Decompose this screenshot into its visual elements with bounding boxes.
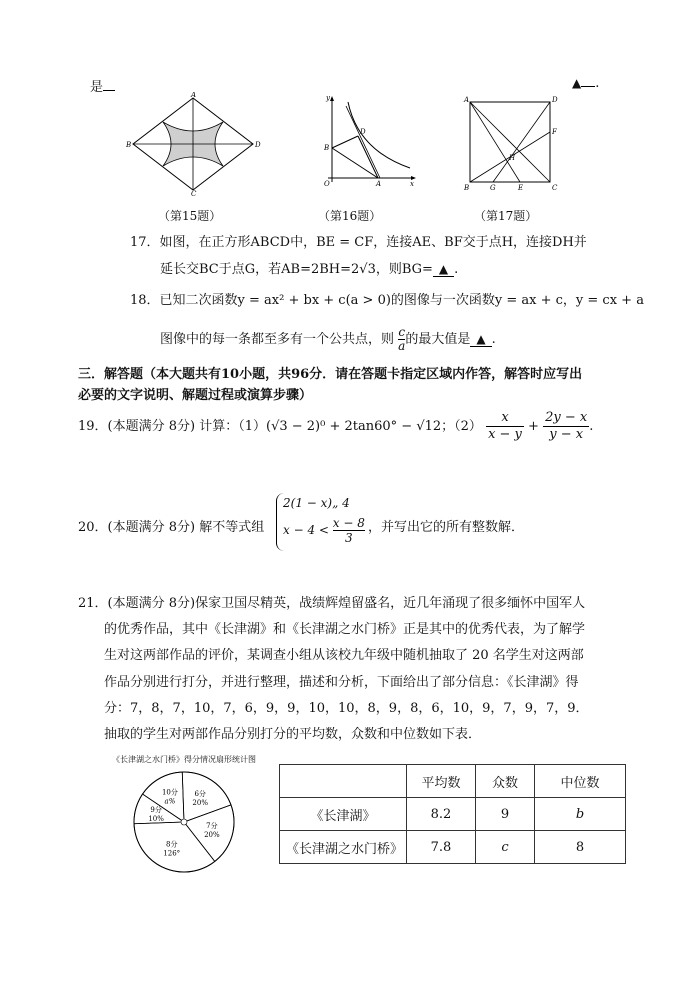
section3-line1: 三．解答题（本大题共有10小题，共96分．请在答题卡指定区域内作答，解答时应写出: [78, 367, 583, 382]
table-header-row: [280, 765, 626, 798]
figure-16: [318, 92, 418, 192]
q19-label: 19．(本题满分 8分) 计算：（1）: [78, 419, 266, 434]
fig15-label-A: A: [191, 92, 197, 99]
q17-line2: [160, 258, 458, 277]
q16-prefix: 是: [90, 80, 104, 95]
fig17-label-C: C: [552, 184, 558, 192]
pie-slice-value: 10%: [148, 815, 164, 824]
chart-title: 《长津湖之水门桥》得分情况扇形统计图: [112, 755, 256, 764]
fig17-label-H: H: [509, 154, 516, 162]
fig17-caption: （第17题）: [474, 209, 538, 223]
q21-line2: 的优秀作品，其中《长津湖》和《长津湖之水门桥》正是其中的优秀代表，为了解学: [104, 622, 586, 637]
pie-slice-label: 6分: [194, 789, 206, 798]
fig17-label-F: F: [552, 128, 557, 136]
q21-line6: 抽取的学生对两部作品分别打分的平均数，众数和中位数如下表．: [104, 727, 482, 742]
q17-line2-text: 延长交BC于点G，若AB=2BH=2√3，则BG=: [160, 262, 433, 277]
q18-line1: 18．已知二次函数y = ax² + bx + c(a > 0)的图像与一次函数y = ax + c，y = cx + a: [130, 293, 644, 308]
q19-f2-den: y − x: [549, 427, 584, 442]
fig16-label-O: O: [324, 180, 330, 188]
q19-f2-num: 2y − x: [545, 410, 588, 425]
table-cell: 《长津湖之水门桥》: [280, 831, 407, 864]
fig16-label-D: D: [360, 128, 366, 136]
q20-system: [276, 493, 373, 551]
pie-slice-label: 9分: [150, 806, 162, 815]
figure-17: [460, 94, 564, 194]
table-header-cell: 中位数: [535, 765, 626, 798]
pie-slice-label: 8分: [166, 840, 178, 849]
period: .: [595, 76, 600, 91]
q17-period: .: [454, 262, 459, 277]
q21-line3: 生对这两部作品的评价，某调查小组从该校九年级中随机抽取了 20 名学生对这两部: [104, 648, 584, 663]
pie-slice-value: 20%: [192, 798, 208, 807]
q20-ineq2-num: x − 8: [332, 516, 365, 530]
section3-line2: 必要的文字说明、解题过程或演算步骤）: [78, 388, 313, 403]
table-cell: 8: [535, 831, 626, 864]
q20-label: 20．(本题满分 8分) 解不等式组: [78, 520, 265, 535]
q21-line4: 作品分别进行打分，并进行整理，描述和分析，下面给出了部分信息：《长津湖》得: [104, 675, 579, 690]
q17-answer: ▲: [433, 262, 454, 277]
table-row: [280, 798, 626, 831]
fig17-label-G: G: [490, 184, 496, 192]
q19-line: [78, 410, 593, 443]
table-cell: 《长津湖》: [280, 798, 407, 831]
q19-sep: ；（2）: [441, 419, 482, 434]
q18-frac-den: a: [398, 339, 406, 353]
fig16-caption: （第16题）: [318, 209, 382, 223]
pie-chart: [126, 768, 242, 876]
q18-line2: [160, 326, 496, 353]
q20-ineq1: 2(1 − x)„ 4: [283, 496, 350, 510]
fig15-label-D: D: [255, 141, 261, 149]
table-header-cell: 众数: [476, 765, 535, 798]
pie-slice-value: 126°: [163, 849, 181, 858]
fig17-label-B: B: [464, 184, 470, 192]
fig17-label-D: D: [552, 96, 558, 104]
table-cell: 8.2: [407, 798, 476, 831]
q19-f1-num: x: [486, 410, 524, 427]
pie-slice-label: 7分: [206, 821, 218, 830]
table-row: [280, 831, 626, 864]
pie-slice-value: a%: [164, 797, 176, 806]
fig16-label-B: B: [324, 144, 330, 152]
q20-ineq2-den: 3: [345, 531, 353, 545]
fig15-caption: （第15题）: [158, 209, 222, 223]
q21-line1: 21．(本题满分 8分)保家卫国尽精英，战绩辉煌留盛名，近几年涌现了很多缅怀中国军人: [78, 596, 586, 611]
pie-center-marker: [181, 819, 187, 825]
q19-period: .: [589, 419, 594, 434]
q18-line2a: 图像中的每一条都至多有一个公共点，则: [160, 332, 395, 347]
table-header-cell: [280, 765, 407, 798]
q17-line1: 17．如图，在正方形ABCD中，BE = CF，连接AE、BF交于点H，连接DH并: [130, 235, 587, 250]
q20-ineq2-left: x − 4 <: [283, 523, 329, 537]
q18-line2b: 的最大值是: [405, 332, 471, 347]
q19-plus: +: [528, 419, 539, 434]
answer-placeholder: ▲: [572, 76, 582, 90]
table-cell: 9: [476, 798, 535, 831]
fig16-label-y: y: [326, 94, 330, 102]
q18-period: .: [491, 332, 496, 347]
q18-answer: ▲: [470, 332, 491, 347]
q19-f1-den: x − y: [488, 427, 522, 442]
table-header-cell: 平均数: [407, 765, 476, 798]
pie-slice-label: 10分: [161, 788, 178, 797]
fig17-label-A: A: [464, 96, 470, 104]
pie-slice-value: 20%: [204, 830, 220, 839]
fig15-label-B: B: [126, 141, 132, 149]
fig16-label-x: x: [410, 180, 414, 188]
q21-line5: 分：7，8，7，10，7，6，9，9，10，10，8，9，8，6，10，9，7，9，7，9．: [104, 701, 589, 716]
figure-15: [125, 92, 265, 196]
fig17-label-E: E: [518, 184, 524, 192]
fig15-label-C: C: [191, 190, 197, 196]
fig16-label-A: A: [376, 180, 382, 188]
table-cell: c: [476, 831, 535, 864]
stats-table: [279, 764, 626, 864]
q18-frac-num: c: [398, 325, 406, 339]
table-cell: b: [535, 798, 626, 831]
q20-tail: ，并写出它的所有整数解．: [368, 520, 525, 535]
q19-expr1: (√3 − 2)⁰ + 2tan60° − √12: [266, 419, 442, 434]
table-cell: 7.8: [407, 831, 476, 864]
